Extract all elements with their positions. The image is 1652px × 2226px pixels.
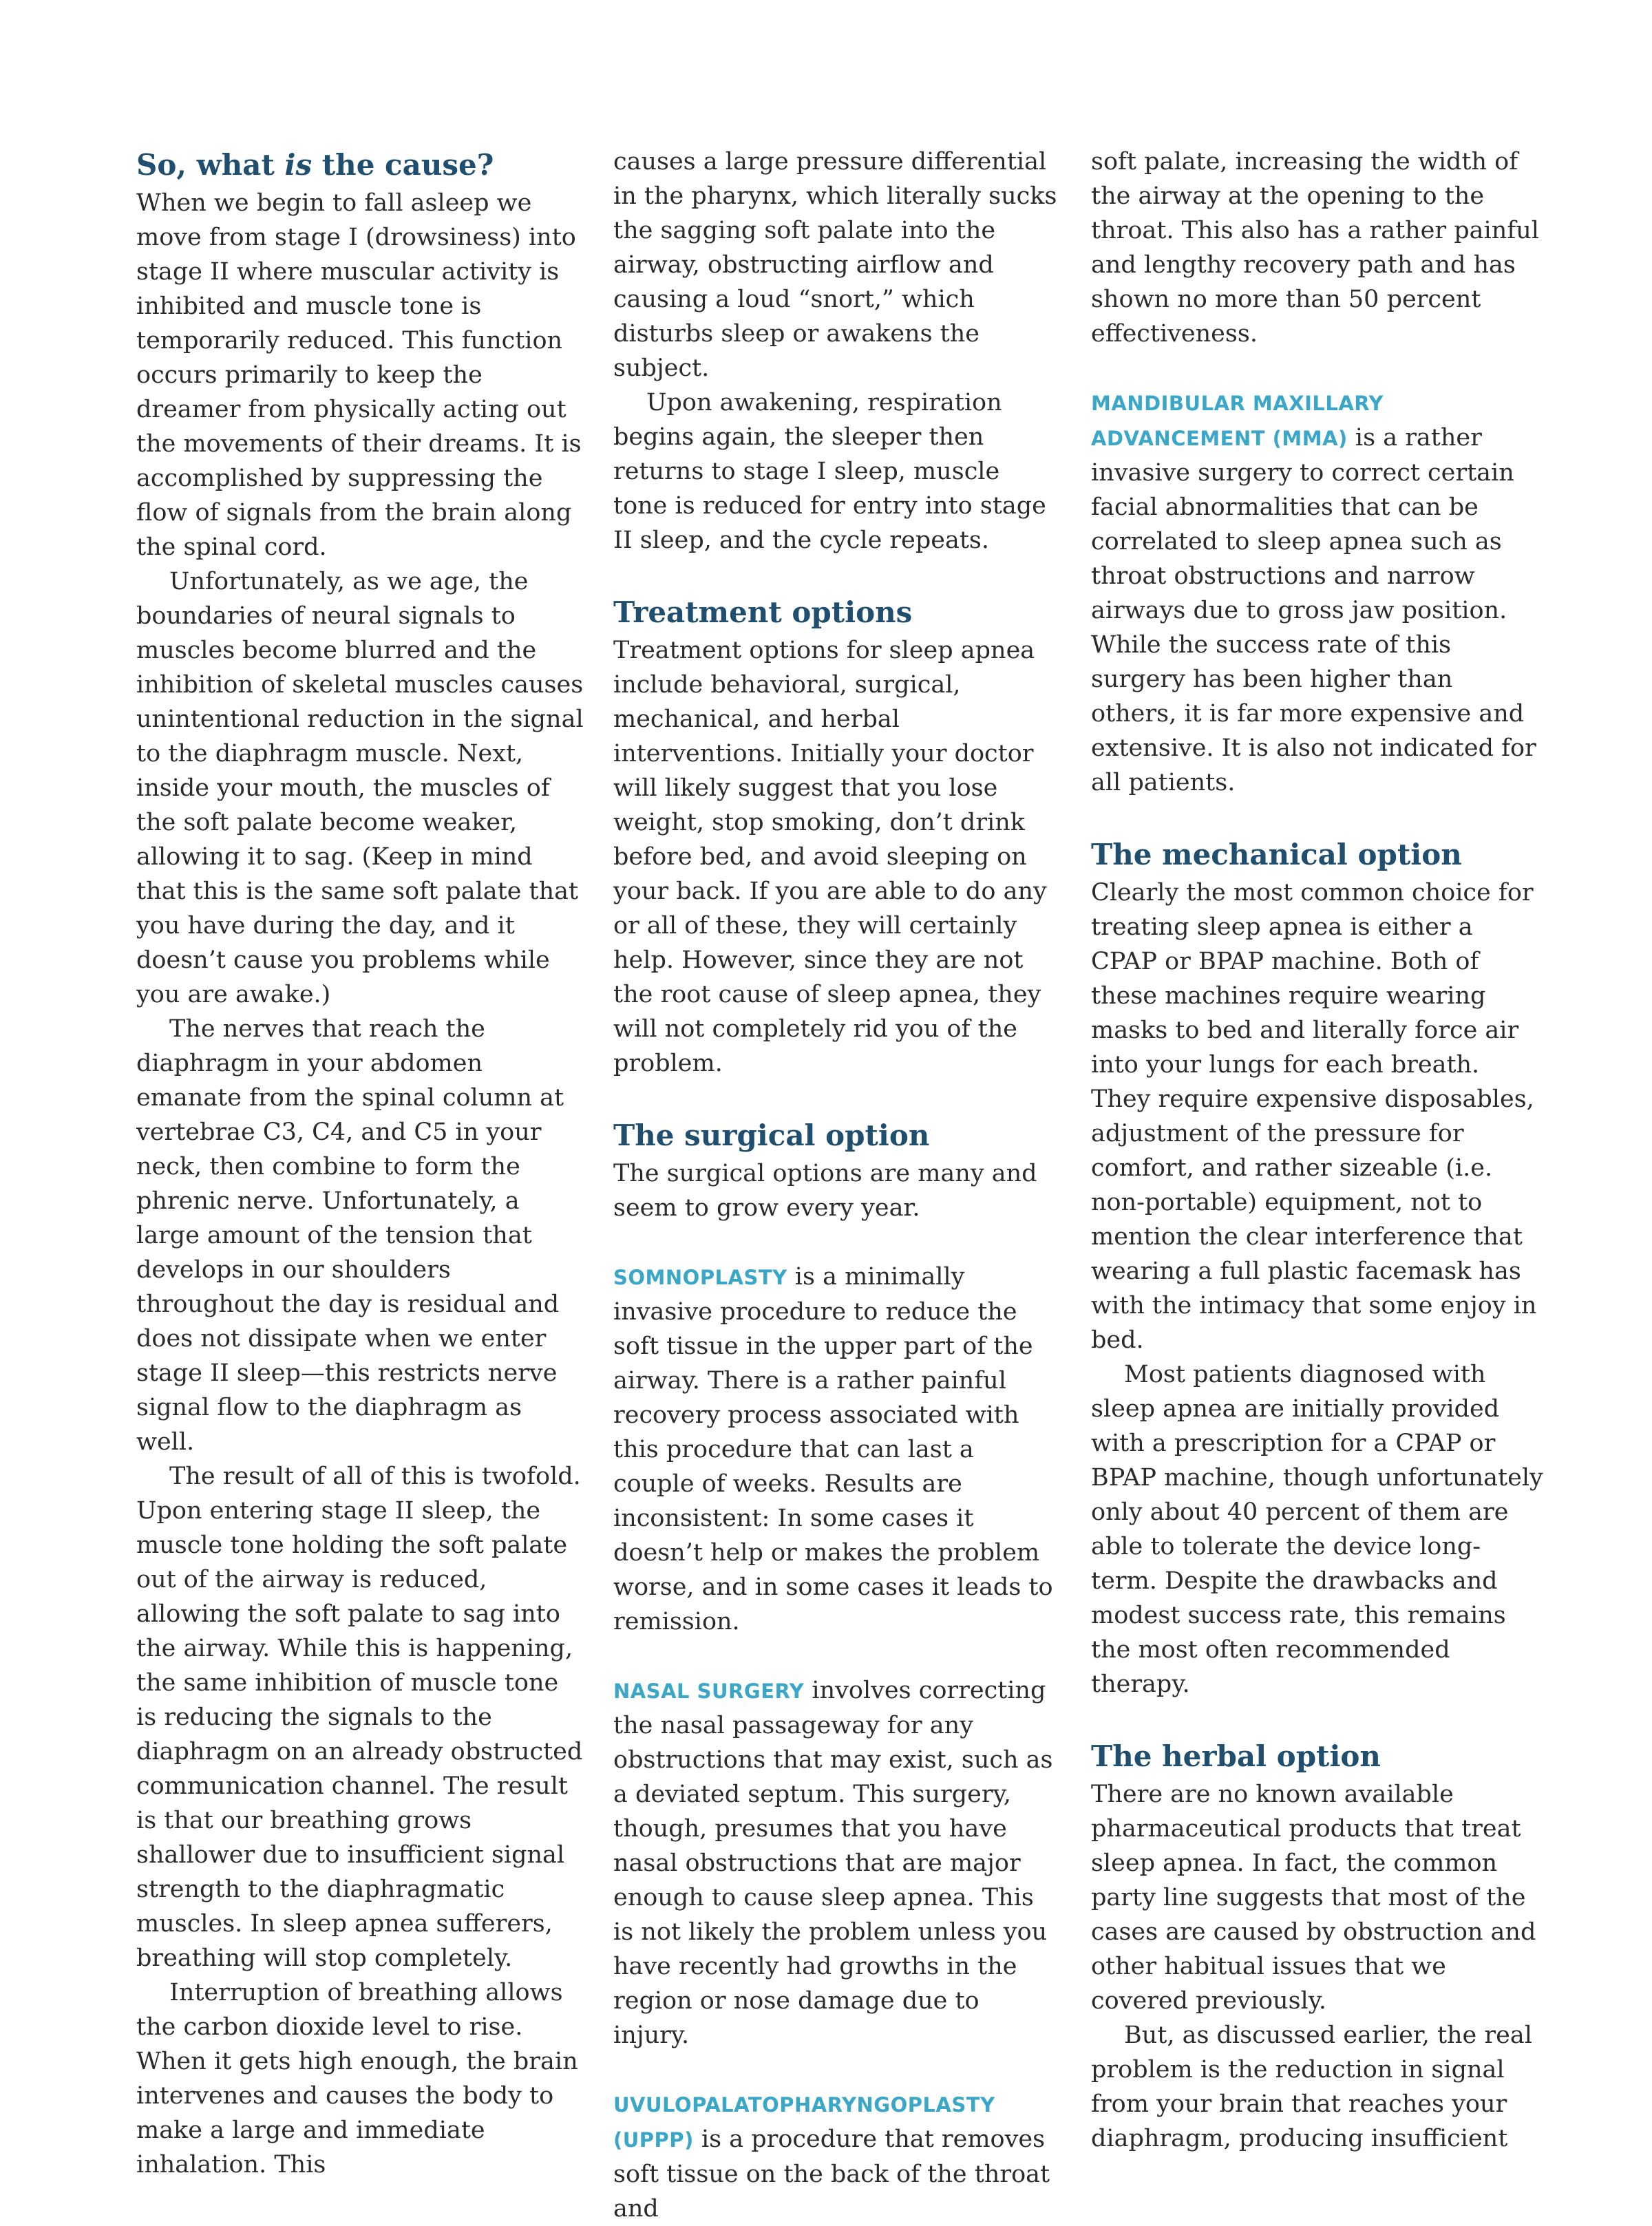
heading-cause-part: the cause? bbox=[312, 148, 494, 182]
paragraph-mma bbox=[1091, 385, 1545, 800]
column-3 bbox=[1091, 145, 1545, 2156]
paragraph: Interruption of breathing allows the carbon dioxide level to rise. When it gets high enough, the brain intervenes and causes the body to make a large and immediate inhalation. This bbox=[136, 1979, 578, 2179]
heading-herbal-option: The herbal option bbox=[1091, 1739, 1381, 1773]
paragraph-nasal-surgery bbox=[613, 1673, 1061, 2053]
paragraph-text: is a minimally invasive procedure to reduce the soft tissue in the upper part of the airway. There is a rather painful recovery process associated with this procedure that can last a couple of weeks. Results are inconsistent: In some cases it doesn’t help or makes the problem worse, and in some cases it leads to remission. bbox=[613, 1263, 1053, 1635]
heading-cause-part: So, what bbox=[136, 148, 285, 182]
heading-surgical-option: The surgical option bbox=[613, 1119, 930, 1152]
lead-in-mma: MANDIBULAR MAXILLARY ADVANCEMENT (MMA) bbox=[1091, 392, 1384, 450]
lead-in-uppp: UVULOPALATOPHARYNGOPLASTY (UPPP) bbox=[613, 2093, 995, 2152]
paragraph: But, as discussed earlier, the real problem is the reduction in signal from your brain that reaches your diaphragm, producing insufficient bbox=[1091, 2022, 1532, 2152]
heading-cause-emphasis: is bbox=[284, 148, 313, 182]
heading-mechanical-option: The mechanical option bbox=[1091, 838, 1462, 871]
paragraph: causes a large pressure differential in the pharynx, which literally sucks the sagging soft palate into the airway, obstructing airflow and causing a loud “snort,” which disturbs sleep or awakens the subject. bbox=[613, 148, 1057, 382]
paragraph: The nerves that reach the diaphragm in your abdomen emanate from the spinal column at vertebrae C3, C4, and C5 in your neck, then combine to form the phrenic nerve. Unfortunately, a large amount of the tension that develops in our shoulders throughout the day is residual and does not dissipate when we enter stage II sleep—this restricts nerve signal flow to the diaphragm as well. bbox=[136, 1015, 564, 1456]
paragraph: The result of all of this is twofold. Upon entering stage II sleep, the muscle tone holding the soft palate out of the airway is reduced, allowing the soft palate to sag into the airway. While this is happening, the same inhibition of muscle tone is reducing the signals to the diaphragm on an already obstructed communication channel. The result is that our breathing grows shallower due to insufficient signal strength to the diaphragmatic muscles. In sleep apnea sufferers, breathing will stop completely. bbox=[136, 1463, 583, 1972]
paragraph: Most patients diagnosed with sleep apnea are initially provided with a prescription for a CPAP or BPAP machine, though unfortunately only about 40 percent of them are able to tolerate the device long-term. Despite the drawbacks and modest success rate, this remains the most often recommended therapy. bbox=[1091, 1361, 1543, 1698]
paragraph: There are no known available pharmaceutical products that treat sleep apnea. In fact, the common party line suggests that most of the cases are caused by obstruction and other habitual issues that we covered previously. bbox=[1091, 1781, 1536, 2015]
lead-in-somnoplasty: SOMNOPLASTY bbox=[613, 1266, 787, 1289]
lead-in-nasal-surgery: NASAL SURGERY bbox=[613, 1679, 805, 1703]
paragraph-somnoplasty bbox=[613, 1260, 1061, 1639]
paragraph-uppp bbox=[613, 2087, 1061, 2226]
column-2 bbox=[613, 145, 1061, 2226]
paragraph-text: is a rather invasive surgery to correct certain facial abnormalities that can be correlated to sleep apnea such as throat obstructions and narrow airways due to gross jaw position. While the success rate of this surgery has been higher than others, it is far more expensive and extensive. It is also not indicated for all patients. bbox=[1091, 424, 1536, 796]
paragraph: Treatment options for sleep apnea include behavioral, surgical, mechanical, and herbal interventions. Initially your doctor will likely suggest that you lose weight, stop smoking, don’t drink before bed, and avoid sleeping on your back. If you are able to do any or all of these, they will certainly help. However, since they are not the root cause of sleep apnea, they will not completely rid you of the problem. bbox=[613, 637, 1047, 1077]
paragraph: Clearly the most common choice for treating sleep apnea is either a CPAP or BPAP machine. Both of these machines require wearing masks to bed and literally force air into your lungs for each breath. They require expensive disposables, adjustment of the pressure for comfort, and rather sizeable (i.e. non-portable) equipment, not to mention the clear interference that wearing a full plastic facemask has with the intimacy that some enjoy in bed. bbox=[1091, 879, 1537, 1354]
column-1 bbox=[136, 145, 584, 2182]
paragraph: Unfortunately, as we age, the boundaries of neural signals to muscles become blurred and the inhibition of skeletal muscles causes unintentional reduction in the signal to the diaphragm muscle. Next, inside your mouth, the muscles of the soft palate become weaker, allowing it to sag. (Keep in mind that this is the same soft palate that you have during the day, and it doesn’t cause you problems while you are awake.) bbox=[136, 568, 584, 1008]
paragraph: soft palate, increasing the width of the airway at the opening to the throat. This also has a rather painful and lengthy recovery path and has shown no more than 50 percent effectiveness. bbox=[1091, 148, 1539, 348]
paragraph-text: is a procedure that removes soft tissue on the back of the throat and bbox=[613, 2126, 1050, 2223]
paragraph-text: involves correcting the nasal passageway for any obstructions that may exist, such as a deviated septum. This surgery, though, presumes that you have nasal obstructions that are major enough to cause sleep apnea. This is not likely the problem unless you have recently had growths in the region or nose damage due to injury. bbox=[613, 1677, 1053, 2049]
paragraph: When we begin to fall asleep we move from stage I (drowsiness) into stage II where muscular activity is inhibited and muscle tone is temporarily reduced. This function occurs primarily to keep the dreamer from physically acting out the movements of their dreams. It is accomplished by suppressing the flow of signals from the brain along the spinal cord. bbox=[136, 189, 582, 561]
heading-treatment-options: Treatment options bbox=[613, 595, 913, 629]
heading-cause bbox=[136, 145, 584, 186]
paragraph: Upon awakening, respiration begins again, the sleeper then returns to stage I sleep, muscle tone is reduced for entry into stage II sleep, and the cycle repeats. bbox=[613, 389, 1046, 554]
paragraph: The surgical options are many and seem to grow every year. bbox=[613, 1160, 1037, 1222]
